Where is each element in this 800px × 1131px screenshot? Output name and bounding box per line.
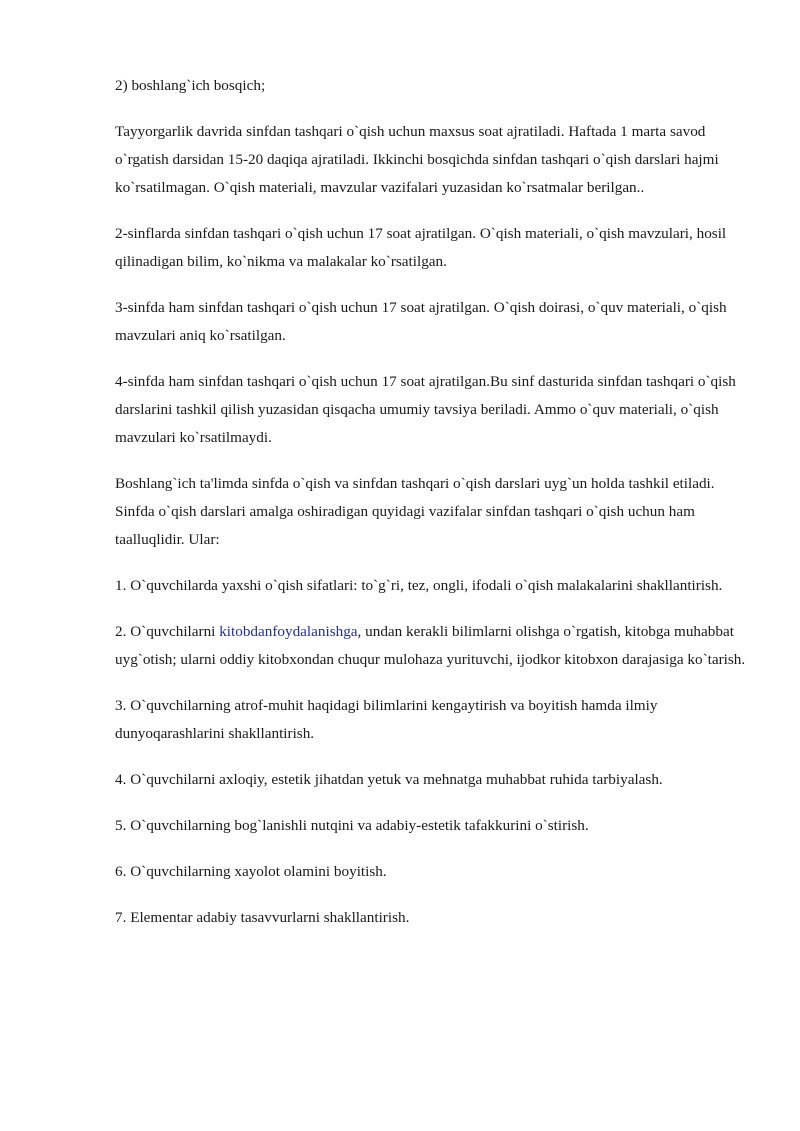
kitobdanfoydalanishga-link[interactable]: kitobdanfoydalanishga [219, 623, 358, 640]
list-item [115, 618, 755, 674]
paragraph: Tayyorgarlik davrida sinfdan tashqari o`qish uchun maxsus soat ajratiladi. Haftada 1 marta savod o`rgatish darsidan 15-20 daqiqa ajratiladi. Ikkinchi bosqichda sinfdan tashqari o`qish darslari hajmi ko`rsatilmagan. O`qish materiali, mavzular vazifalari yuzasidan ko`rsatmalar berilgan.. [115, 123, 719, 196]
paragraph: Boshlang`ich ta'limda sinfda o`qish va sinfdan tashqari o`qish darslari uyg`un holda tashkil etiladi. Sinfda o`qish darslari amalga oshiradigan quyidagi vazifalar sinfdan tashqari o`qish uchun ham taalluqlidir. Ular: [115, 475, 715, 548]
list-item-text: , undan kerakli bilimlarni olishga o`rgatish, kitobga muhabbat uyg`otish; ularni oddiy kitobxondan chuqur mulohaza yurituvchi, ijodkor kitobxon darajasiga ko`tarish. [115, 623, 746, 668]
paragraph: 3-sinfda ham sinfdan tashqari o`qish uchun 17 soat ajratilgan. O`qish doirasi, o`quv materiali, o`qish mavzulari aniq ko`rsatilgan. [115, 299, 727, 344]
list-item-text: 2. O`quvchilarni [115, 623, 220, 640]
list-item: 4. O`quvchilarni axloqiy, estetik jihatdan yetuk va mehnatga muhabbat ruhida tarbiyalash. [115, 771, 663, 788]
list-item: 5. O`quvchilarning bog`lanishli nutqini va adabiy-estetik tafakkurini o`stirish. [115, 817, 589, 834]
section-heading: 2) boshlang`ich bosqich; [115, 77, 266, 94]
paragraph: 4-sinfda ham sinfdan tashqari o`qish uchun 17 soat ajratilgan.Bu sinf dasturida sinfdan tashqari o`qish darslarini tashkil qilish yuzasidan qisqacha umumiy tavsiya beriladi. Ammo o`quv materiali, o`qish mavzulari ko`rsatilmaydi. [115, 373, 736, 446]
document-page [115, 72, 755, 950]
list-item: 7. Elementar adabiy tasavvurlarni shakllantirish. [115, 909, 410, 926]
list-item: 6. O`quvchilarning xayolot olamini boyitish. [115, 863, 387, 880]
list-item: 1. O`quvchilarda yaxshi o`qish sifatlari: to`g`ri, tez, ongli, ifodali o`qish malakalarini shakllantirish. [115, 577, 723, 594]
list-item: 3. O`quvchilarning atrof-muhit haqidagi bilimlarini kengaytirish va boyitish hamda ilmiy dunyoqarashlarini shakllantirish. [115, 697, 658, 742]
paragraph: 2-sinflarda sinfdan tashqari o`qish uchun 17 soat ajratilgan. O`qish materiali, o`qish mavzulari, hosil qilinadigan bilim, ko`nikma va malakalar ko`rsatilgan. [115, 225, 727, 270]
